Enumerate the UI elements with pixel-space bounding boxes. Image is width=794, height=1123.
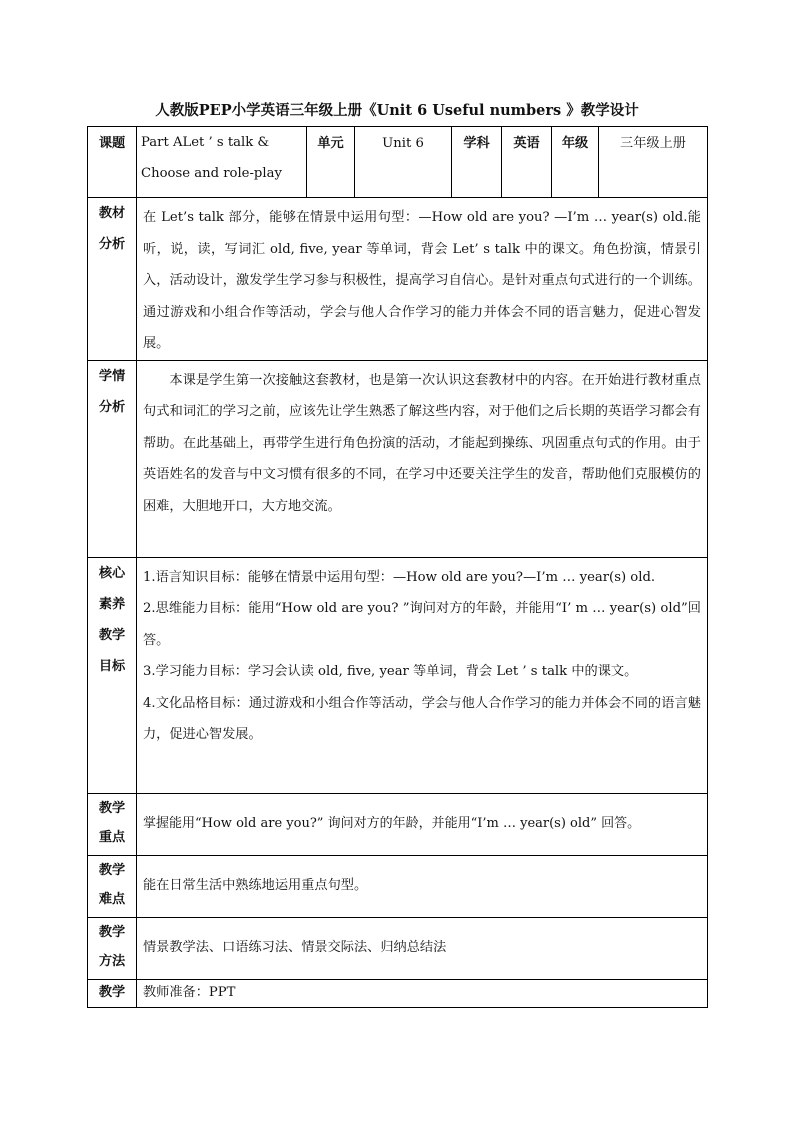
section-label (88, 557, 137, 793)
unit-label: 单元 (307, 127, 355, 198)
section-key-points (88, 793, 708, 855)
section-label (88, 855, 137, 917)
section-material-analysis (88, 198, 708, 361)
section-content (137, 198, 708, 361)
grade-value: 三年级上册 (599, 127, 708, 198)
grade-label: 年级 (552, 127, 599, 198)
section-methods (88, 917, 708, 979)
section-core-objectives (88, 557, 708, 793)
paragraph: 能在日常生活中熟练地运用重点句型。 (143, 878, 368, 894)
section-content (137, 855, 708, 917)
section-label (88, 917, 137, 979)
section-content (137, 360, 708, 557)
section-content (137, 917, 708, 979)
topic-value-line1: Part ALet ’ s talk & (141, 135, 270, 150)
paragraph: 1.语言知识目标：能够在情景中运用句型：—How old are you?—I’m … year(s) old. (143, 569, 656, 585)
document-title: 人教版PEP小学英语三年级上册《Unit 6 Useful numbers 》教学设计 (155, 102, 639, 119)
topic-value (137, 127, 307, 198)
paragraph: 4.文化品格目标：通过游戏和小组合作等活动，学会与他人合作学习的能力并体会不同的语言魅力，促进心智发展。 (143, 695, 701, 742)
section-learner-analysis (88, 360, 708, 557)
section-content (137, 793, 708, 855)
paragraph: 本课是学生第一次接触这套教材，也是第一次认识这套教材中的内容。在开始进行教材重点句式和词汇的学习之前，应该先让学生熟悉了解这些内容，对于他们之后长期的英语学习都会有帮助。在此基础上，再带学生进行角色扮演的活动，才能起到操练、巩固重点句式的作用。由于英语姓名的发音与中文习惯有很多的不同，在学习中还要关注学生的发音，帮助他们克服模仿的困难，大胆地开口，大方地交流。 (143, 372, 701, 514)
header-row (88, 127, 708, 198)
label-line: 教学 (98, 984, 126, 1000)
section-label (88, 198, 137, 361)
section-difficulties (88, 855, 708, 917)
label-line: 教学 (98, 862, 126, 878)
section-label (88, 360, 137, 557)
paragraph: 教师准备：PPT (143, 984, 236, 1000)
label-line: 教学 (98, 924, 126, 940)
label-line: 难点 (98, 891, 126, 907)
label-line: 重点 (98, 829, 126, 845)
label-line: 分析 (98, 237, 126, 252)
lesson-plan-table (87, 126, 708, 1008)
label-line: 目标 (98, 658, 126, 674)
paragraph: 2.思维能力目标：能用“How old are you? ”询问对方的年龄，并能用“I’ m … year(s) old”回答。 (143, 601, 701, 648)
paragraph: 情景教学法、口语练习法、情景交际法、归纳总结法 (143, 940, 447, 956)
label-line: 教学 (98, 800, 126, 816)
section-label (88, 979, 137, 1007)
label-line: 素养 (98, 596, 126, 612)
section-content (137, 557, 708, 793)
label-line: 学情 (98, 368, 126, 384)
paragraph: 3.学习能力目标：学习会认读 old, five, year 等单词，背会 Let ’ s talk 中的课文。 (143, 664, 638, 679)
section-preparation (88, 979, 708, 1007)
label-line: 方法 (98, 953, 126, 969)
subject-value: 英语 (502, 127, 552, 198)
topic-value-line2: Choose and role-play (141, 166, 282, 181)
paragraph: 掌握能用“How old are you?” 询问对方的年龄，并能用“I’m … year(s) old” 回答。 (143, 816, 641, 832)
section-content (137, 979, 708, 1007)
label-line: 教材 (98, 206, 126, 221)
label-line: 核心 (98, 565, 126, 581)
section-label (88, 793, 137, 855)
label-line: 分析 (98, 399, 126, 415)
paragraph: 在 Let’s talk 部分，能够在情景中运用句型：—How old are you? —I’m … year(s) old.能听，说，读，写词汇 old, five, year 等单词，背会 Let’ s talk 中的课文。角色扮演，情景引入，活动设计，激发学生学习参与积极性，提高学习自信心。是针对重点句式进行的一个训练。通过游戏和小组合作等活动，学会与他人合作学习的能力并体会不同的语言魅力，促进心智发展。 (143, 210, 701, 351)
subject-label: 学科 (452, 127, 502, 198)
unit-value: Unit 6 (355, 127, 452, 198)
topic-label: 课题 (88, 127, 137, 198)
label-line: 教学 (98, 627, 126, 643)
